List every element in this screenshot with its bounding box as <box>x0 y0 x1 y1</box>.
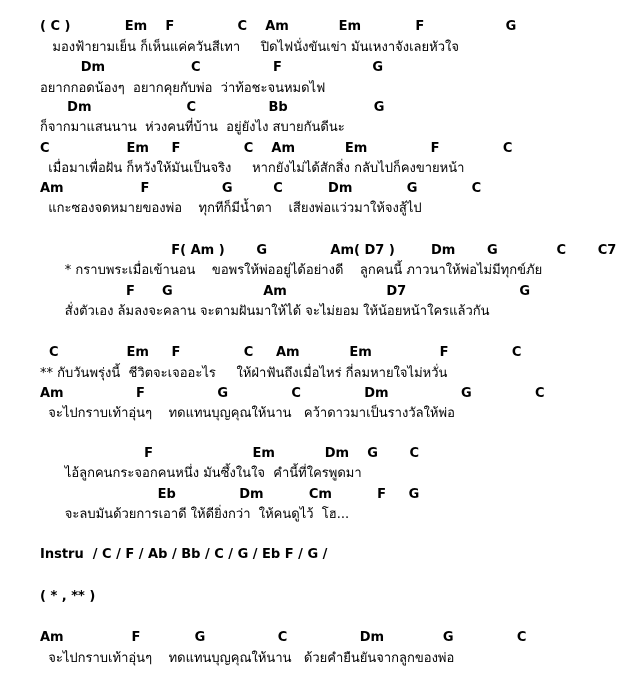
lyric-line-8: ** กับวันพรุ่งนี้ ชีวิตจะเจออะไร ให้ฝ่าฟันถึงเมื่อไหร่ กี่ลมหายใจไม่หวั่น <box>40 366 448 381</box>
chord-line-7: F G Am D7 G <box>40 284 531 299</box>
chord-line-6: F( Am ) G Am( D7 ) Dm G C C7 <box>40 243 617 258</box>
lyric-line-10: ไอ้ลูกคนกระจอกคนหนึ่ง มันซึ้งในใจ คำนี้ที่ใครพูดมา <box>40 466 362 481</box>
lyric-line-2: อยากกอดน้องๆ อยากคุยกับพ่อ ว่าท้อชะจนหมดไฟ <box>40 81 326 96</box>
lyric-line-4: เมื่อมาเพื่อฝัน ก็หวังให้มันเป็นจริง หากยังไม่ได้สักสิ่ง กลับไปก็คงขายหน้า <box>40 161 465 176</box>
chord-line-3: Dm C Bb G <box>40 100 385 115</box>
chord-line-10: F Em Dm G C <box>40 446 420 461</box>
chord-line-9: Am F G C Dm G C <box>40 386 545 401</box>
lyric-line-7: สั่งตัวเอง ล้มลงจะคลาน จะตามฝันมาให้ได้ จะไม่ยอม ให้น้อยหน้าใครแล้วกัน <box>40 304 490 319</box>
lyric-line-12: จะไปกราบเท้าอุ่นๆ ทดแทนบุญคุณให้นาน ด้วยคำยืนยันจากลูกของพ่อ <box>40 651 455 666</box>
chord-line-8: C Em F C Am Em F C <box>40 345 522 360</box>
chord-line-12: Am F G C Dm G C <box>40 630 527 645</box>
chord-line-11: Eb Dm Cm F G <box>40 487 420 502</box>
lyric-line-5: แกะซองจดหมายของพ่อ ทุกทีก็มีน้ำตา เสียงพ่อแว่วมาให้จงสู้ไป <box>40 201 422 216</box>
chord-line-5: Am F G C Dm G C <box>40 181 482 196</box>
lyric-line-3: ก็จากมาแสนนาน ห่วงคนที่บ้าน อยู่ยังไง สบายกันดีนะ <box>40 120 345 135</box>
chord-line-4: C Em F C Am Em F C <box>40 141 513 156</box>
lyric-line-1: มองฟ้ายามเย็น ก็เห็นแค่ควันสีเทา ปิดไฟนั่งขันเข่า มันเหงาจังเลยหัวใจ <box>40 40 459 55</box>
chord-line-2: Dm C F G <box>40 60 384 75</box>
lyric-line-11: จะลบมันด้วยการเอาดี ให้ดียิ่งกว่า ให้คนดูไว้ โฮ... <box>40 507 350 522</box>
repeat-marker: ( * , ** ) <box>40 589 96 604</box>
lyric-line-9: จะไปกราบเท้าอุ่นๆ ทดแทนบุญคุณให้นาน คว้าดาวมาเป็นรางวัลให้พ่อ <box>40 406 455 421</box>
lyric-line-6: * กราบพระเมื่อเข้านอน ขอพรให้พ่ออยู่ได้อย่างดี ลูกคนนี้ ภาวนาให้พ่อไม่มีทุกข์ภัย <box>40 263 543 278</box>
instrumental-line: Instru / C / F / Ab / Bb / C / G / Eb F / G / <box>40 547 328 562</box>
chord-line-1: ( C ) Em F C Am Em F G <box>40 19 517 34</box>
